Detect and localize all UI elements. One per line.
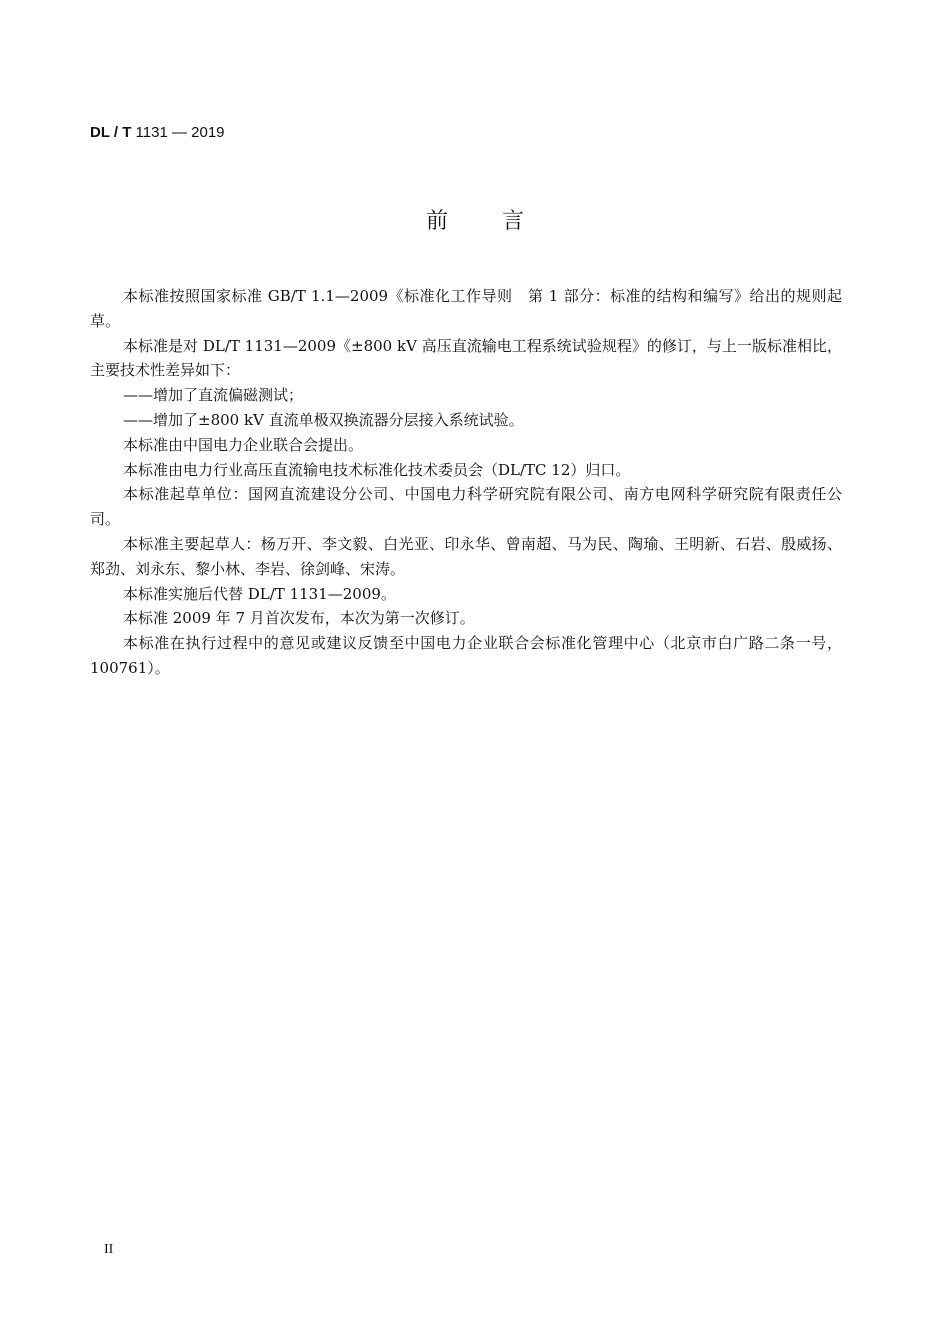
standard-code [90, 124, 225, 141]
paragraph-history: 本标准 2009 年 7 月首次发布，本次为第一次修订。 [123, 609, 475, 628]
standard-code-number: 1131 — 2019 [131, 124, 225, 141]
paragraph-feedback: 本标准在执行过程中的意见或建议反馈至中国电力企业联合会标准化管理中心（北京市白广路二条一号，100761）。 [90, 634, 842, 677]
paragraph-committee: 本标准由电力行业高压直流输电技术标准化技术委员会（DL/TC 12）归口。 [123, 460, 631, 479]
standard-code-prefix: DL / T [90, 124, 132, 141]
paragraph-drafting-units: 本标准起草单位：国网直流建设分公司、中国电力科学研究院有限公司、南方电网科学研究院有限责任公司。 [90, 485, 842, 529]
change-item: ——增加了±800 kV 直流单极双换流器分层接入系统试验。 [123, 410, 524, 429]
title-char-2: 言 [502, 209, 525, 234]
paragraph-proposer: 本标准由中国电力企业联合会提出。 [123, 435, 364, 454]
title-char-1: 前 [425, 209, 448, 234]
change-item: ——增加了直流偏磁测试； [123, 386, 304, 405]
page-number: II [104, 1242, 114, 1257]
foreword-body [90, 284, 842, 681]
paragraph-revision: 本标准是对 DL/T 1131—2009《±800 kV 高压直流输电工程系统试验规程》的修订，与上一版标准相比，主要技术性差异如下： [90, 336, 842, 380]
paragraph-replacement: 本标准实施后代替 DL/T 1131—2009。 [123, 584, 396, 603]
paragraph-drafters: 本标准主要起草人：杨万开、李文毅、白光亚、印永华、曾南超、马为民、陶瑜、王明新、石岩、殷威扬、郑劲、刘永东、黎小林、李岩、徐剑峰、宋涛。 [90, 534, 842, 578]
page-title [0, 204, 950, 235]
paragraph-drafting-rules: 本标准按照国家标准 GB/T 1.1—2009《标准化工作导则 第 1 部分：标准的结构和编写》给出的规则起草。 [90, 287, 842, 330]
